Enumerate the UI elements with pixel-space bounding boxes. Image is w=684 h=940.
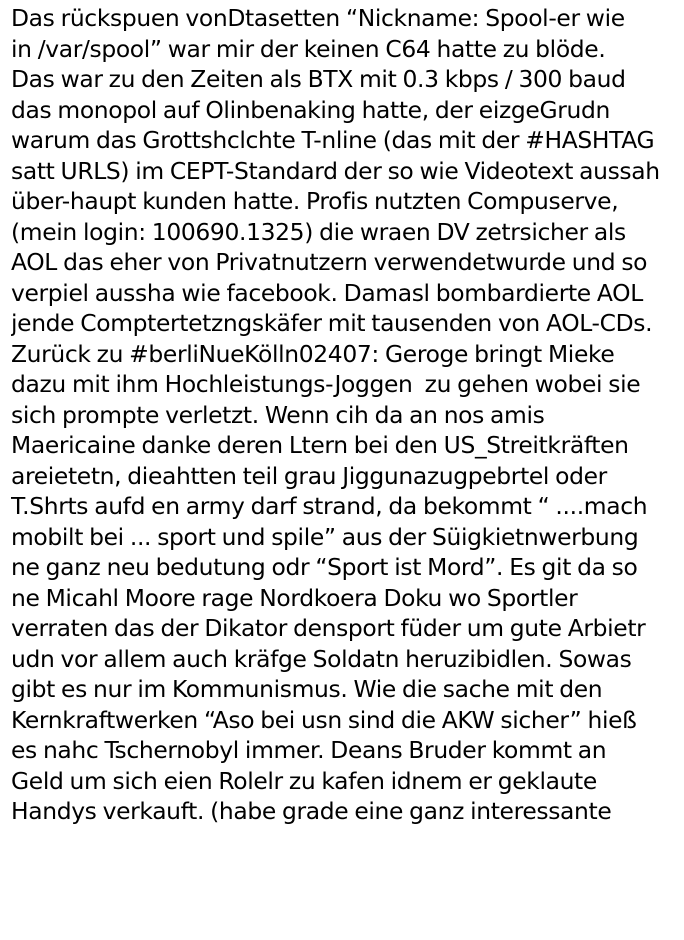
text-line: (mein login: 100690.1325) die wraen DV zetrsicher als xyxy=(11,217,626,246)
text-line: warum das Grottshclchte T-nline (das mit der #HASHTAG xyxy=(11,126,655,154)
text-line: udn vor allem auch kräfge Soldatn heruzibidlen. Sowas xyxy=(11,644,632,673)
text-line: das monopol auf Olinbenaking hatte, der eizgeGrudn xyxy=(11,95,610,124)
text-line: dazu mit ihm Hochleistungs-Joggen zu gehen wobei sie xyxy=(11,370,641,398)
text-line: jende Comptertetzngskäfer mit tausenden von AOL-CDs. xyxy=(11,309,653,337)
text-line: Das rückspuen vonDtasetten “Nickname: Spool-er wie xyxy=(11,4,625,32)
text-line: verraten das der Dikator densport füder um gute Arbietr xyxy=(11,614,646,642)
text-line: sich prompte verletzt. Wenn cih da an nos amis xyxy=(11,400,545,429)
text-line: ne Micahl Moore rage Nordkoera Doku wo Sportler xyxy=(11,583,578,612)
text-line: AOL das eher von Privatnutzern verwendetwurde und so xyxy=(11,248,648,276)
text-line: gibt es nur im Kommunismus. Wie die sache mit den xyxy=(11,675,603,703)
text-line: Geld um sich eien Rolelr zu kafen idnem er geklaute xyxy=(11,766,597,795)
text-line: in /var/spool” war mir der keinen C64 hatte zu blöde. xyxy=(11,34,606,63)
text-line: Kernkraftwerken “Aso bei usn sind die AKW sicher” hieß xyxy=(11,705,637,734)
text-line: Das war zu den Zeiten als BTX mit 0.3 kbps / 300 baud xyxy=(11,65,626,93)
text-line: T.Shrts aufd en army darf strand, da bekommt “ ....mach xyxy=(11,492,648,520)
text-line: Zurück zu #berliNueKölln02407: Geroge bringt Mieke xyxy=(11,339,615,368)
text-line: mobilt bei ... sport und spile” aus der Süigkietnwerbung xyxy=(11,522,639,551)
text-line: verpiel aussha wie facebook. Damasl bombardierte AOL xyxy=(11,278,643,307)
body-text xyxy=(11,3,681,827)
text-line: satt URLS) im CEPT-Standard der so wie Videotext aussah xyxy=(11,156,660,185)
text-line: Maericaine danke deren Ltern bei den US_Streitkräften xyxy=(11,431,629,459)
text-line: es nahc Tschernobyl immer. Deans Bruder kommt an xyxy=(11,736,607,764)
text-line: über-haupt kunden hatte. Profis nutzten Compuserve, xyxy=(11,187,619,215)
text-line: areietetn, dieahtten teil grau Jiggunazugpebrtel oder xyxy=(11,461,607,490)
text-line: ne ganz neu bedutung odr “Sport ist Mord”. Es git da so xyxy=(11,553,638,581)
text-line: Handys verkauft. (habe grade eine ganz interessante xyxy=(11,797,612,825)
